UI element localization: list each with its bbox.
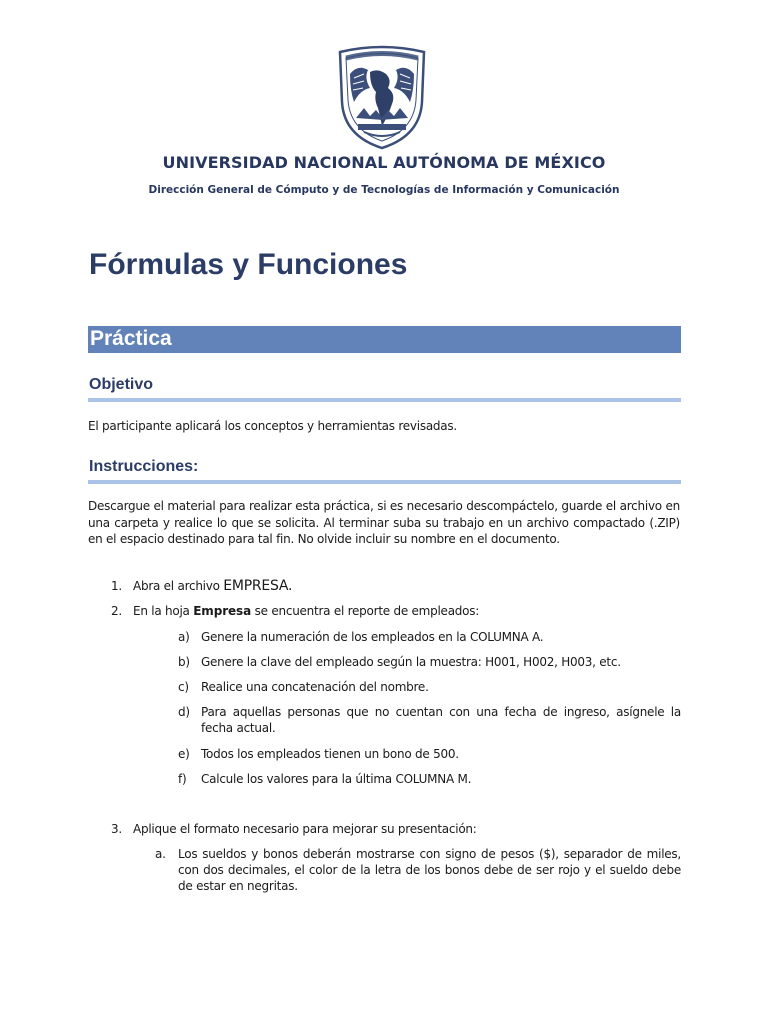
list-letter: b) [178, 655, 190, 669]
list-letter: f) [178, 772, 187, 786]
substep-text: Para aquellas personas que no cuentan con una fecha de ingreso, asígnele la fecha actual. [201, 705, 681, 735]
instrucciones-rule [88, 480, 681, 484]
substep-text: Genere la clave del empleado según la muestra: H001, H002, H003, etc. [201, 655, 621, 669]
substep-text: Los sueldos y bonos deberán mostrarse con signo de pesos ($), separador de miles, con dos decimales, el color de la letra de los bonos debe de ser rojo y el sueldo debe de estar en negritas. [178, 847, 681, 893]
file-name: EMPRESA. [223, 578, 293, 594]
unam-seal-logo [334, 44, 430, 150]
list-letter: d) [178, 705, 190, 719]
department-name: Dirección General de Cómputo y de Tecnologías de Información y Comunicación [148, 184, 620, 196]
substep-text: Genere la numeración de los empleados en la COLUMNA A. [201, 630, 544, 644]
step-text: Aplique el formato necesario para mejorar su presentación: [133, 822, 477, 836]
list-letter: e) [178, 747, 190, 761]
substep-text: Calcule los valores para la última COLUMNA M. [201, 772, 472, 786]
university-name: UNIVERSIDAD NACIONAL AUTÓNOMA DE MÉXICO [162, 153, 606, 172]
list-number: 2. [111, 604, 122, 618]
instrucciones-heading: Instrucciones: [89, 458, 199, 475]
step-text: Abra el archivo [133, 579, 224, 593]
step-text: se encuentra el reporte de empleados: [251, 604, 480, 618]
objetivo-text: El participante aplicará los conceptos y herramientas revisadas. [88, 419, 457, 433]
objetivo-heading: Objetivo [89, 376, 154, 393]
instrucciones-text: Descargue el material para realizar esta práctica, si es necesario descompáctelo, guarde el archivo en una carpeta y realice lo que se solicita. Al terminar suba su trabajo en un archivo compactado (.ZIP) en el espacio destinado para tal fin. No olvide incluir su nombre en el documento. [88, 499, 680, 546]
sheet-name: Empresa [193, 604, 252, 618]
list-letter: a) [178, 630, 190, 644]
section-bar [88, 326, 681, 353]
objetivo-rule [88, 398, 681, 402]
substep-text: Todos los empleados tienen un bono de 500. [201, 747, 459, 761]
list-letter: a. [155, 847, 166, 861]
list-letter: c) [178, 680, 189, 694]
document-title: Fórmulas y Funciones [89, 248, 408, 281]
list-number: 3. [111, 822, 122, 836]
section-title: Práctica [90, 327, 172, 350]
substep-text: Realice una concatenación del nombre. [201, 680, 429, 694]
step-text: En la hoja [133, 604, 194, 618]
list-number: 1. [111, 579, 122, 593]
